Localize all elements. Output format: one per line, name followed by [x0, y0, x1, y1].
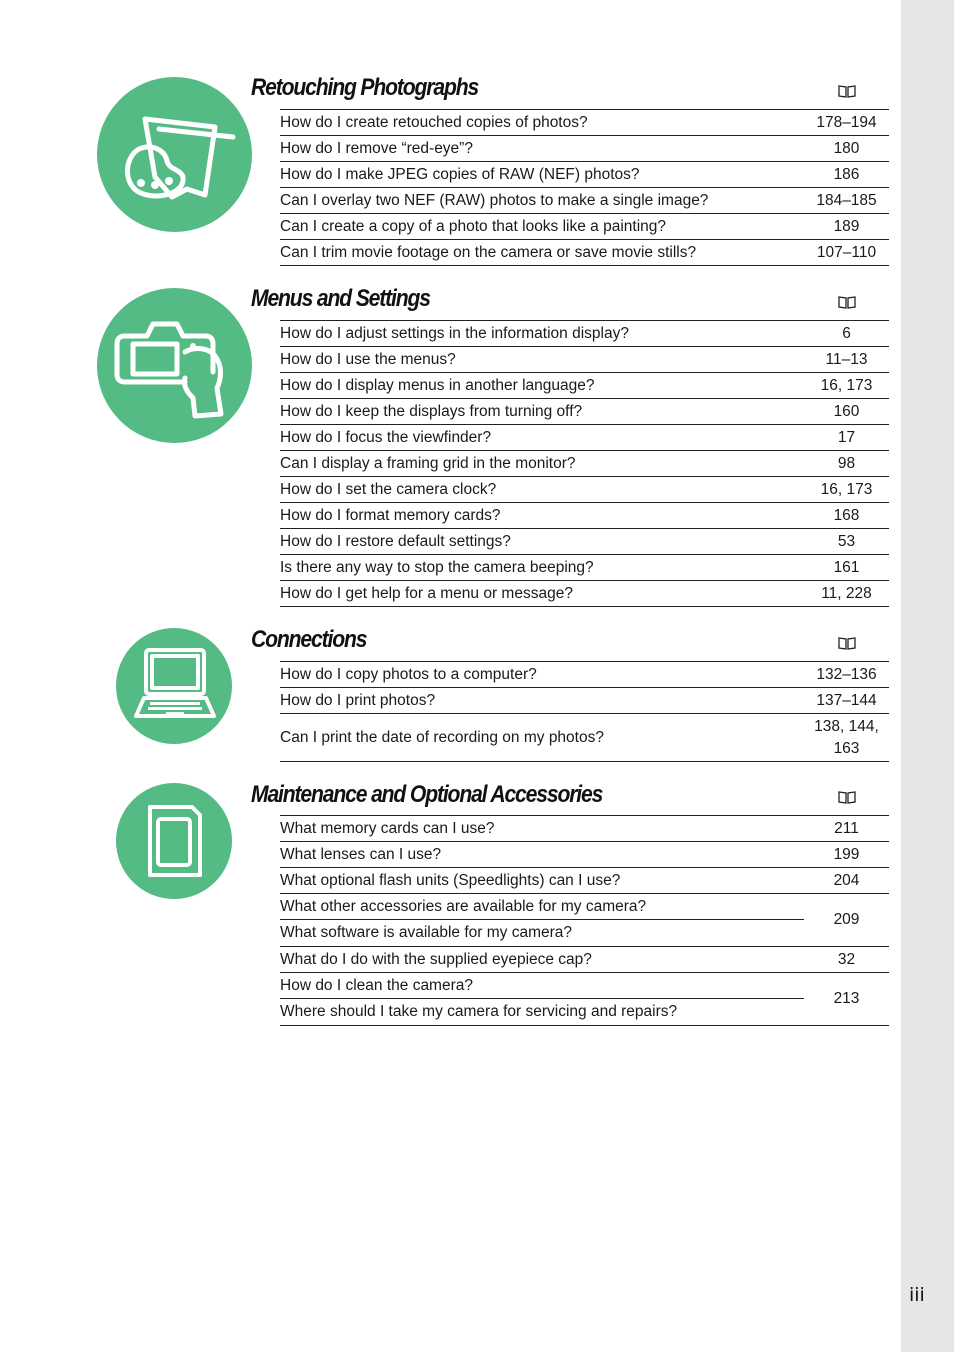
- page-number: iii: [909, 1284, 925, 1306]
- table-row: [280, 947, 889, 973]
- question: What software is available for my camera?: [280, 924, 573, 941]
- page-ref: 132–136: [816, 666, 877, 683]
- question: How do I get help for a menu or message?: [280, 585, 573, 602]
- page-ref: 199: [833, 846, 860, 863]
- camera-hand-icon: [97, 288, 252, 443]
- table-row: [280, 714, 889, 762]
- question: How do I format memory cards?: [280, 507, 501, 524]
- page-reference-icon: [838, 85, 856, 98]
- memory-card-icon: [116, 783, 232, 899]
- section-title: Retouching Photographs: [251, 74, 479, 101]
- question: How do I restore default settings?: [280, 533, 511, 550]
- page-ref: 16, 173: [820, 377, 873, 394]
- page-reference-icon: [838, 296, 856, 309]
- table-row: [280, 399, 889, 425]
- table-row: [280, 214, 889, 240]
- page-ref: 204: [833, 872, 860, 889]
- laptop-icon: [116, 628, 232, 744]
- page-ref: 189: [833, 218, 860, 235]
- page-ref: 178–194: [816, 114, 877, 131]
- table-row: [280, 555, 889, 581]
- page-ref: [804, 716, 889, 760]
- question: Where should I take my camera for servicing and repairs?: [280, 1003, 678, 1020]
- question: How do I create retouched copies of photos?: [280, 114, 588, 131]
- page-ref: 161: [833, 559, 860, 576]
- table-row: [280, 688, 889, 714]
- palette-brush-icon: [97, 77, 252, 232]
- question: Can I print the date of recording on my photos?: [280, 729, 604, 746]
- question-table: [280, 320, 889, 607]
- question: How do I print photos?: [280, 692, 436, 709]
- question-table: [280, 109, 889, 266]
- question: What do I do with the supplied eyepiece cap?: [280, 951, 592, 968]
- table-row: [280, 110, 889, 136]
- page-ref-line: 138, 144,: [814, 718, 879, 735]
- page-ref: 98: [837, 455, 856, 472]
- page-ref: 11–13: [825, 351, 868, 368]
- question: How do I set the camera clock?: [280, 481, 497, 498]
- page-ref-line: 163: [833, 740, 860, 757]
- table-row: [280, 662, 889, 688]
- question: Can I create a copy of a photo that looks like a painting?: [280, 218, 667, 235]
- page-ref: 16, 173: [820, 481, 873, 498]
- page-ref: 160: [833, 403, 860, 420]
- table-row: [280, 529, 889, 555]
- question: Is there any way to stop the camera beeping?: [280, 559, 594, 576]
- table-row: [280, 373, 889, 399]
- question: How do I use the menus?: [280, 351, 456, 368]
- section-title: Menus and Settings: [251, 285, 430, 312]
- table-row: [280, 240, 889, 266]
- question-table: [280, 815, 889, 1026]
- side-strip: [901, 0, 954, 1352]
- question: Can I trim movie footage on the camera or save movie stills?: [280, 244, 697, 261]
- table-row: [280, 321, 889, 347]
- question: How do I keep the displays from turning off?: [280, 403, 583, 420]
- question: How do I copy photos to a computer?: [280, 666, 537, 683]
- table-row: [280, 816, 889, 842]
- page-ref: 213: [833, 990, 860, 1007]
- question: Can I display a framing grid in the monitor?: [280, 455, 576, 472]
- table-row: [280, 477, 889, 503]
- section-title: Maintenance and Optional Accessories: [251, 781, 603, 808]
- section-title: Connections: [251, 626, 367, 653]
- question: How do I adjust settings in the information display?: [280, 325, 629, 342]
- table-row-group: [280, 973, 889, 1026]
- page-ref: 32: [837, 951, 856, 968]
- question: How do I remove “red-eye”?: [280, 140, 473, 157]
- question: How do I focus the viewfinder?: [280, 429, 492, 446]
- page-reference-icon: [838, 791, 856, 804]
- page-reference-icon: [838, 637, 856, 650]
- page-ref: 17: [837, 429, 856, 446]
- page-ref: 186: [833, 166, 860, 183]
- page-ref: 107–110: [816, 244, 877, 261]
- table-row-group: [280, 894, 889, 947]
- table-row: [280, 162, 889, 188]
- page-ref: 184–185: [816, 192, 877, 209]
- table-row: [280, 842, 889, 868]
- page-ref: 209: [833, 911, 860, 928]
- page-ref: 53: [837, 533, 856, 550]
- page-ref: 211: [834, 820, 859, 837]
- page-ref: 6: [842, 325, 851, 342]
- question: How do I display menus in another language?: [280, 377, 595, 394]
- page-ref: 137–144: [816, 692, 877, 709]
- table-row: [280, 425, 889, 451]
- table-row: [280, 868, 889, 894]
- page-ref: 168: [833, 507, 860, 524]
- question: What optional flash units (Speedlights) can I use?: [280, 872, 621, 889]
- question: What other accessories are available for my camera?: [280, 898, 647, 915]
- page-ref: 11, 228: [821, 585, 872, 602]
- question: How do I clean the camera?: [280, 977, 473, 994]
- table-row: [280, 581, 889, 607]
- table-row: [280, 136, 889, 162]
- question: What memory cards can I use?: [280, 820, 495, 837]
- question: Can I overlay two NEF (RAW) photos to make a single image?: [280, 192, 709, 209]
- question: How do I make JPEG copies of RAW (NEF) photos?: [280, 166, 640, 183]
- question-table: [280, 661, 889, 762]
- table-row: [280, 347, 889, 373]
- table-row: [280, 188, 889, 214]
- question: What lenses can I use?: [280, 846, 442, 863]
- page-ref: 180: [833, 140, 860, 157]
- table-row: [280, 451, 889, 477]
- table-row: [280, 503, 889, 529]
